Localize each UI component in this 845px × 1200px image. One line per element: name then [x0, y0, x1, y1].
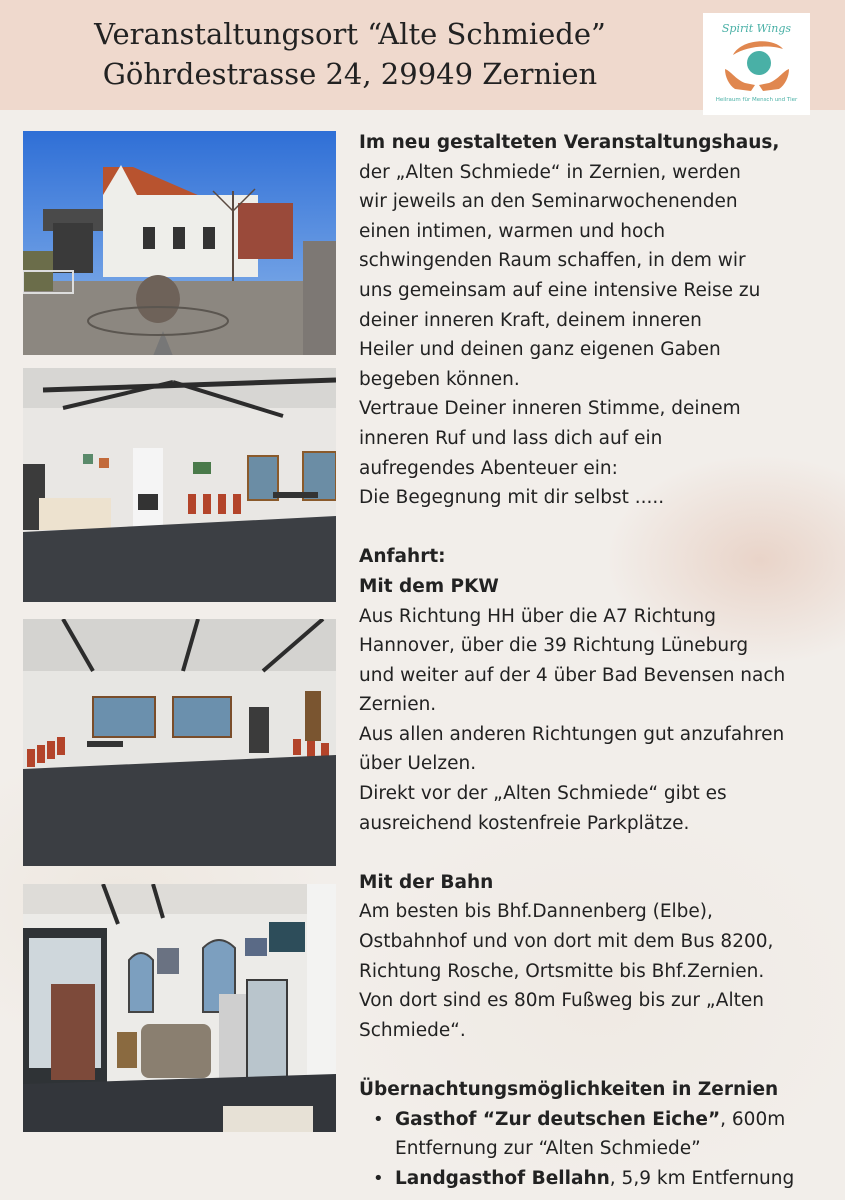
car-line: ausreichend kostenfreie Parkplätze.: [359, 812, 690, 834]
title-line-address: Göhrdestrasse 24, 29949 Zernien: [102, 57, 598, 91]
photo-exterior: [23, 131, 336, 355]
title-line-venue: Veranstaltungsort “Alte Schmiede”: [94, 17, 606, 51]
train-line: Richtung Rosche, Ortsmitte bis Bhf.Zernien.: [359, 960, 765, 982]
lodging-item: [359, 1164, 829, 1194]
car-line: und weiter auf der 4 über Bad Bevensen nach: [359, 664, 786, 686]
car-line: Zernien.: [359, 694, 437, 716]
lodging-detail-line: Entfernung zur “Alten Schmiede”: [395, 1138, 701, 1160]
lodging-list: [359, 1105, 829, 1135]
lodging-detail: , 5,9 km Entfernung: [609, 1167, 795, 1189]
intro-line: wir jeweils an den Seminarwochenenden: [359, 191, 738, 213]
intro-line: aufregendes Abenteuer ein:: [359, 457, 618, 479]
intro-line: inneren Ruf und lass dich auf ein: [359, 427, 663, 449]
intro-line: der „Alten Schmiede“ in Zernien, werden: [359, 161, 741, 183]
intro-line: Heiler und deinen ganz eigenen Gaben: [359, 339, 721, 361]
train-line: Von dort sind es 80m Fußweg bis zur „Alten: [359, 990, 764, 1012]
car-line: Aus Richtung HH über die A7 Richtung: [359, 605, 716, 627]
car-line: über Uelzen.: [359, 753, 477, 775]
intro-line: Vertraue Deiner inneren Stimme, deinem: [359, 398, 741, 420]
intro-line: uns gemeinsam auf eine intensive Reise zu: [359, 279, 761, 301]
lodging-name: Landgasthof Bellahn: [395, 1167, 610, 1189]
train-heading: Mit der Bahn: [359, 871, 494, 893]
train-line: Am besten bis Bhf.Dannenberg (Elbe),: [359, 901, 713, 923]
spirit-wings-logo: [703, 13, 810, 115]
intro-lead: Im neu gestalteten Veranstaltungshaus,: [359, 132, 780, 153]
logo-hands-heart-icon: [721, 35, 793, 97]
intro-line: Die Begegnung mit dir selbst .....: [359, 487, 665, 509]
page-title: [30, 14, 670, 94]
anfahrt-heading: Anfahrt:: [359, 546, 446, 568]
car-line: Aus allen anderen Richtungen gut anzufahren: [359, 723, 785, 745]
logo-subtext: Heilraum für Mensch und Tier: [715, 97, 798, 103]
intro-line: einen intimen, warmen und hoch: [359, 220, 666, 242]
logo-text: Spirit Wings: [721, 22, 792, 35]
intro-line: begeben können.: [359, 368, 520, 390]
lodging-heading: Übernachtungsmöglichkeiten in Zernien: [359, 1079, 779, 1100]
lodging-name: Gasthof “Zur deutschen Eiche”: [395, 1108, 721, 1130]
car-heading: Mit dem PKW: [359, 575, 499, 597]
lodging-item: [359, 1105, 829, 1135]
photo-interior-lounge: [23, 884, 336, 1132]
photo-interior-windows: [23, 619, 336, 866]
car-line: Hannover, über die 39 Richtung Lüneburg: [359, 635, 749, 657]
main-text-column: [359, 128, 829, 1193]
lodging-list-2: [359, 1164, 829, 1194]
photo-interior-hall: [23, 368, 336, 602]
car-line: Direkt vor der „Alten Schmiede“ gibt es: [359, 783, 727, 805]
intro-line: deiner inneren Kraft, deinem inneren: [359, 309, 702, 331]
intro-line: schwingenden Raum schaffen, in dem wir: [359, 250, 746, 272]
train-line: Ostbahnhof und von dort mit dem Bus 8200,: [359, 931, 774, 953]
lodging-detail: , 600m: [720, 1108, 786, 1130]
train-line: Schmiede“.: [359, 1019, 466, 1041]
